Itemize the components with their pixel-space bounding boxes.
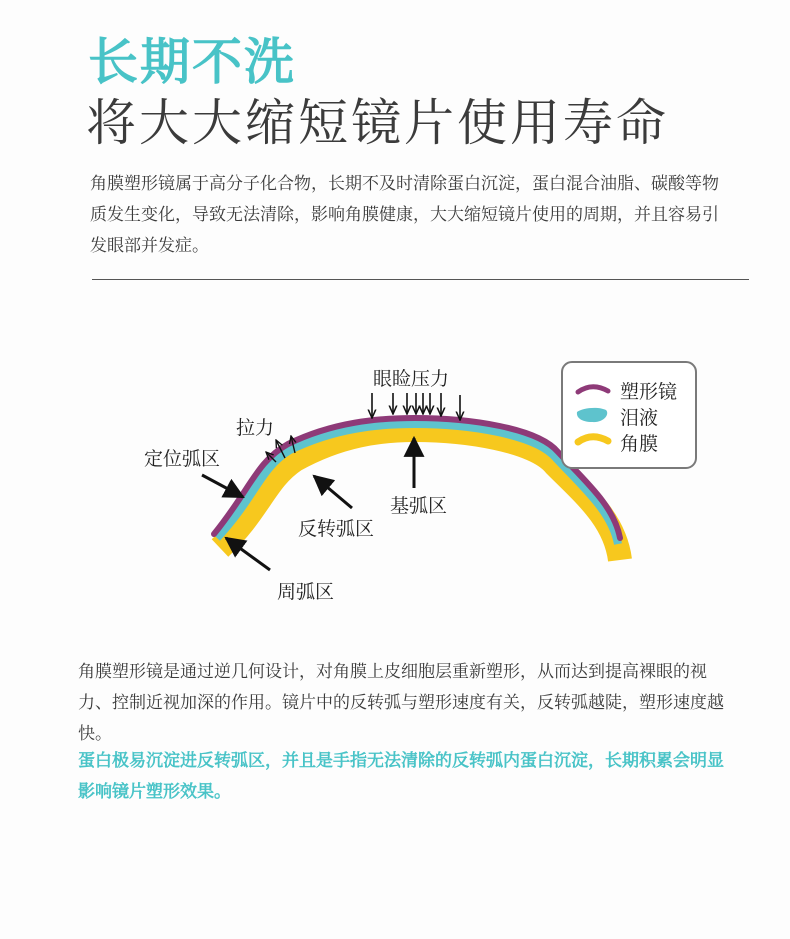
page-title: 将大大缩短镜片使用寿命 [86, 94, 669, 152]
lens-diagram-svg [90, 290, 740, 620]
label-reverse-zone: 反转弧区 [298, 518, 375, 540]
reverse-zone-arrow [314, 476, 352, 508]
highlight-paragraph: 蛋白极易沉淀进反转弧区，并且是手指无法清除的反转弧内蛋白沉淀，长期积累会明显影响镜片塑形效果。 [78, 751, 724, 802]
lens-diagram [90, 290, 740, 620]
label-base-zone: 基弧区 [390, 495, 448, 517]
intro-paragraph: 角膜塑形镜属于高分子化合物，长期不及时清除蛋白沉淀，蛋白混合油脂、碳酸等物质发生变化，导致无法清除，影响角膜健康，大大缩短镜片使用的周期，并且容易引发眼部并发症。 [90, 174, 719, 256]
title-highlight: 长期不洗 [88, 33, 296, 91]
label-alignment-zone: 定位弧区 [144, 448, 221, 470]
diagram-legend [562, 362, 696, 468]
peripheral-zone-arrow [226, 538, 270, 570]
divider [92, 279, 749, 280]
body-paragraph: 角膜塑形镜是通过逆几何设计，对角膜上皮细胞层重新塑形，从而达到提高裸眼的视力、控制近视加深的作用。镜片中的反转弧与塑形速度有关，反转弧越陡，塑形速度越快。 [78, 662, 724, 744]
label-peripheral-zone: 周弧区 [277, 581, 335, 603]
legend-label-cornea: 角膜 [620, 433, 659, 455]
label-eyelid-pressure: 眼睑压力 [373, 368, 450, 390]
legend-label-lens: 塑形镜 [620, 381, 678, 403]
alignment-zone-arrow [202, 475, 243, 497]
label-pull-force: 拉力 [236, 417, 275, 439]
legend-label-tear: 泪液 [620, 407, 659, 429]
